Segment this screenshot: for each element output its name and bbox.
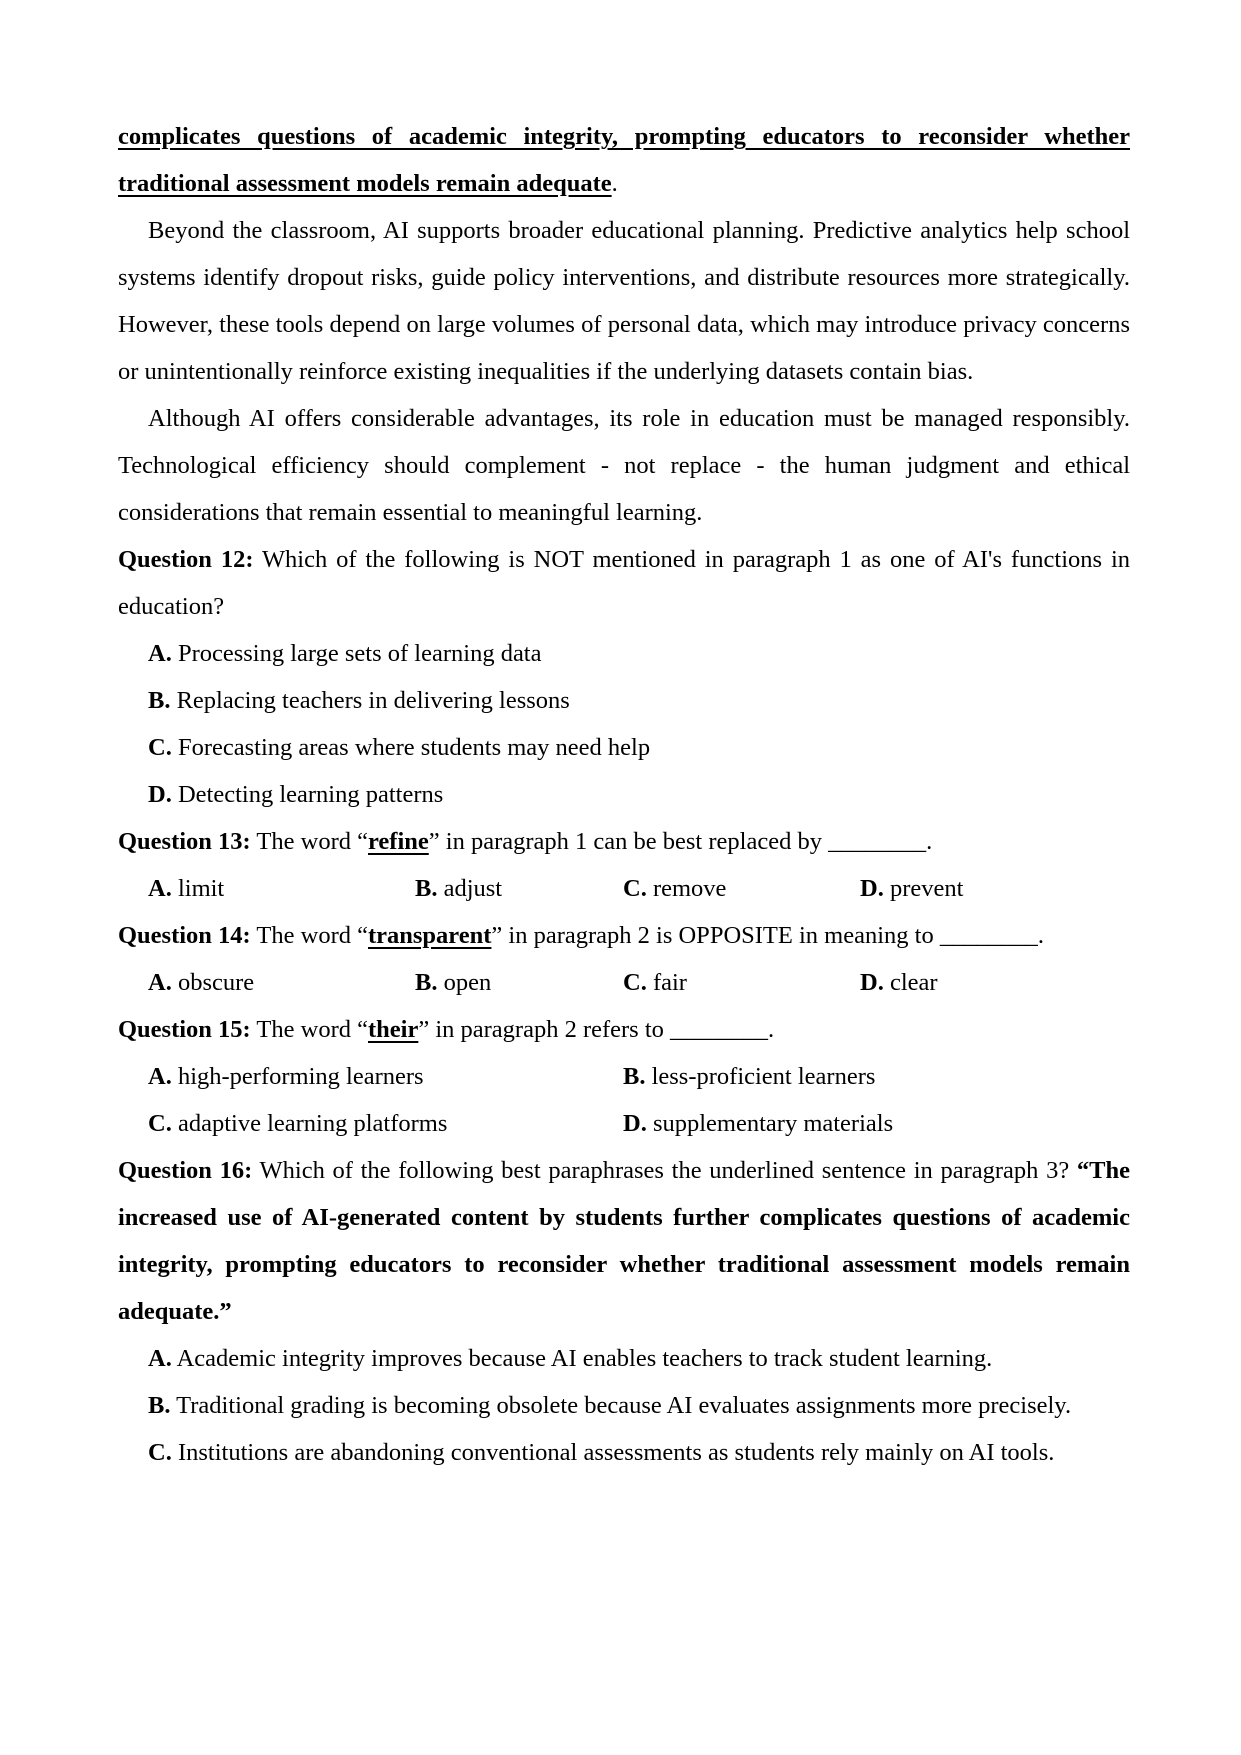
option-b[interactable]: B. Replacing teachers in delivering lessons [148,687,570,714]
question-15: Question 15: The word “their” in paragraph 2 refers to ________. [118,1016,775,1043]
question-label: Question 14: [118,922,251,949]
question-label: Question 12: [118,546,254,573]
passage-paragraph-4: Beyond the classroom, AI supports broader educational planning. Predictive analytics help school systems identify dropout risks, guide policy interventions, and distribute resources more strategically. However, these tools depend on large volumes of personal data, which may introduce privacy concerns or unintentionally reinforce existing inequalities if the underlying datasets contain bias. [118,217,1130,385]
question-12 [118,536,1130,630]
option-c[interactable]: C. adaptive learning platforms [148,1110,448,1137]
question-16 [118,1147,1130,1335]
target-word: transparent [367,922,492,949]
option-d[interactable]: D. supplementary materials [623,1110,894,1137]
option-d[interactable]: D. Detecting learning patterns [148,781,444,808]
options-row [118,865,1130,912]
option-c[interactable]: C. Institutions are abandoning conventional assessments as students rely mainly on AI tools. [148,1439,1055,1466]
option-b[interactable]: B. Traditional grading is becoming obsolete because AI evaluates assignments more precisely. [148,1392,1072,1419]
options-row [118,1053,1130,1100]
question-label: Question 13: [118,828,251,855]
option-b[interactable]: B. adjust [415,875,503,902]
option-c[interactable]: C. fair [623,969,687,996]
quoted-sentence: “The increased use of AI-generated content by students further complicates questions of academic integrity, prompting educators to reconsider whether traditional assessment models remain adequate.” [118,1157,1131,1325]
question-label: Question 15: [118,1016,251,1043]
option-d[interactable]: D. clear [860,969,938,996]
option-c[interactable]: C. remove [623,875,727,902]
question-14: Question 14: The word “transparent” in paragraph 2 is OPPOSITE in meaning to ________. [118,922,1044,949]
options-row [118,1100,1130,1147]
question-label: Question 16: [118,1157,253,1184]
underlined-sentence: complicates questions of academic integrity, prompting educators to reconsider whether traditional assessment models remain adequate [118,123,1130,197]
passage-continued-sentence: complicates questions of academic integrity, prompting educators to reconsider whether traditional assessment models remain adequate. [118,123,1130,197]
option-b[interactable]: B. open [415,969,492,996]
option-a[interactable]: A. Processing large sets of learning data [148,640,542,667]
option-c[interactable]: C. Forecasting areas where students may need help [148,734,651,761]
question-stem: Which of the following best paraphrases the underlined sentence in paragraph 3? [259,1157,1070,1184]
option-a[interactable]: A. obscure [148,969,255,996]
option-a[interactable]: A. limit [148,875,225,902]
target-word: their [367,1016,419,1043]
question-13: Question 13: The word “refine” in paragraph 1 can be best replaced by ________. [118,828,933,855]
target-word: refine [367,828,429,855]
document-page [118,113,1130,1476]
options-row [118,959,1130,1006]
option-d[interactable]: D. prevent [860,875,964,902]
option-b[interactable]: B. less-proficient learners [623,1063,876,1090]
question-stem: Which of the following is NOT mentioned in paragraph 1 as one of AI's functions in education? [118,546,1130,620]
option-a[interactable]: A. high-performing learners [148,1063,424,1090]
passage-paragraph-5: Although AI offers considerable advantages, its role in education must be managed responsibly. Technological efficiency should complement - not replace - the human judgment and ethical considerations that remain essential to meaningful learning. [118,405,1130,526]
option-a[interactable]: A. Academic integrity improves because AI enables teachers to track student learning. [148,1345,993,1372]
